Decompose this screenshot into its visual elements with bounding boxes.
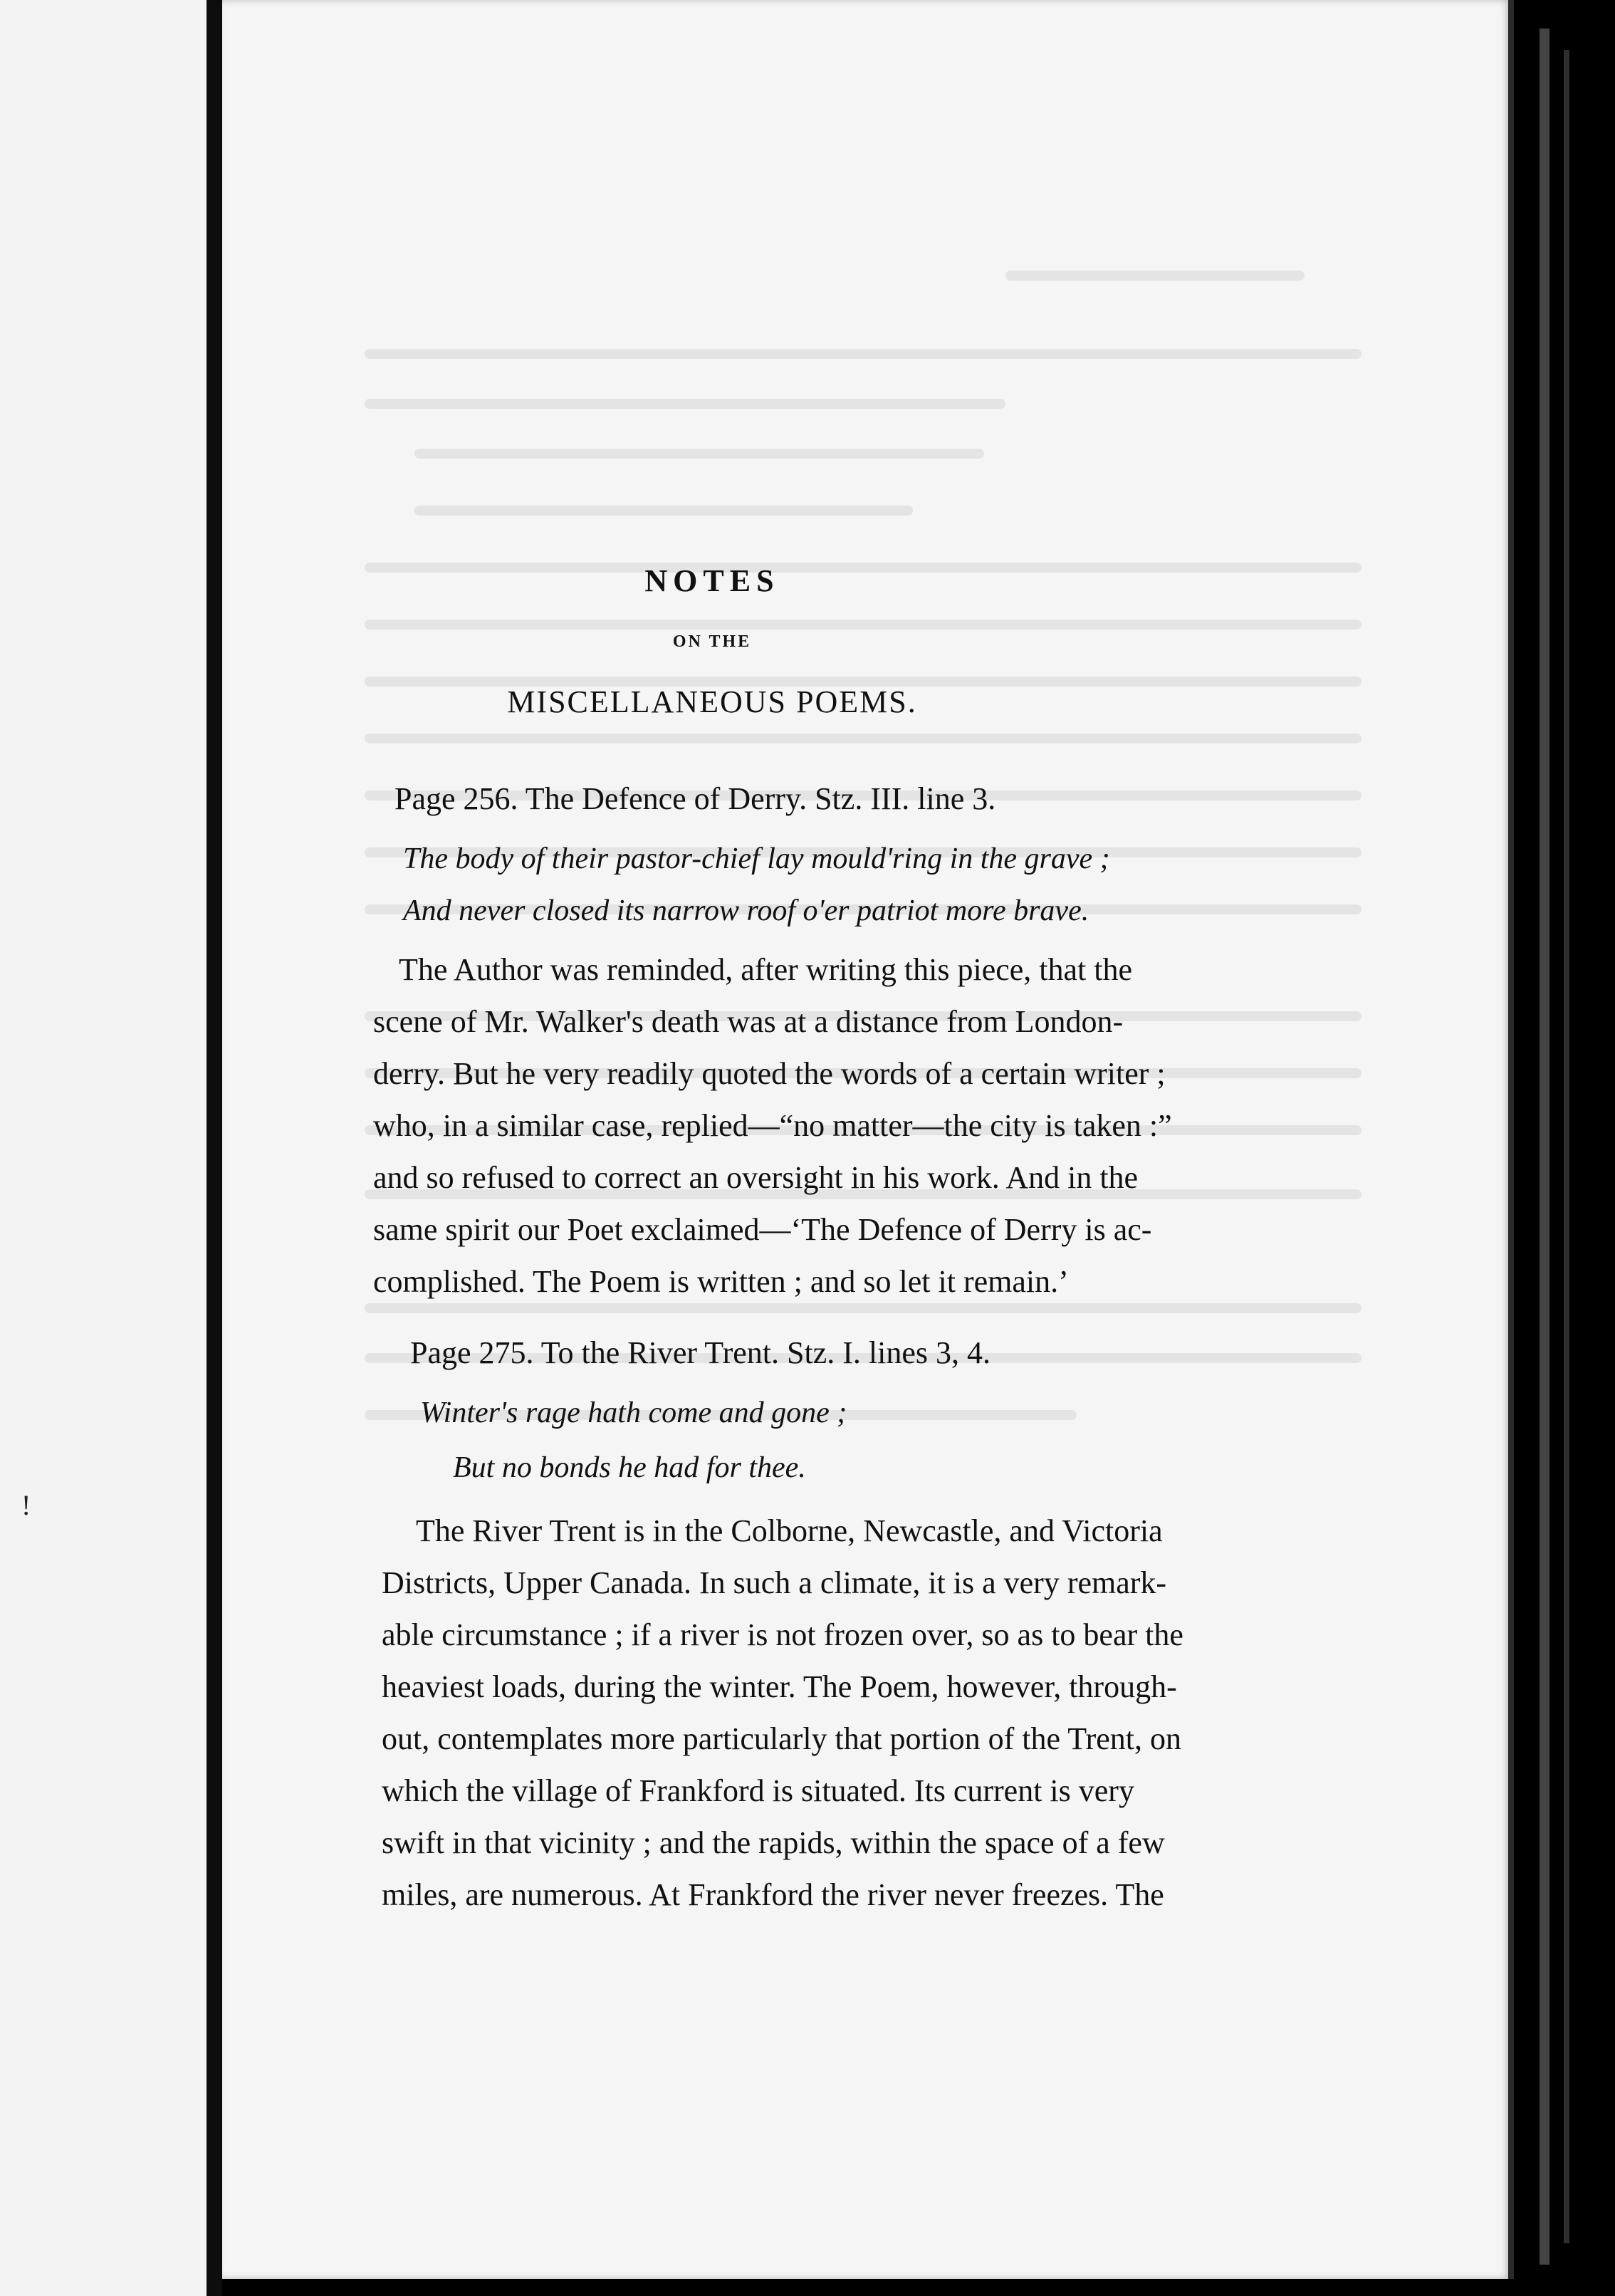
note2-verse-line: But no bonds he had for thee.: [453, 1451, 806, 1484]
note1-body-line: same spirit our Poet exclaimed—‘The Defence of Derry is ac-: [373, 1212, 1152, 1247]
note1-body-line: scene of Mr. Walker's death was at a distance from London-: [373, 1004, 1124, 1039]
heading-on-the: ON THE: [672, 632, 752, 651]
note2-body-line: able circumstance ; if a river is not frozen over, so as to bear the: [382, 1617, 1183, 1652]
note2-verse-line: Winter's rage hath come and gone ;: [420, 1397, 847, 1429]
note1-verse-line: And never closed its narrow roof o'er patriot more brave.: [403, 894, 1089, 927]
note1-body-line: derry. But he very readily quoted the words of a certain writer ;: [373, 1056, 1166, 1091]
note1-verse-line: The body of their pastor-chief lay mould'ring in the grave ;: [403, 842, 1110, 875]
note2-body-line: Districts, Upper Canada. In such a climate, it is a very remark-: [382, 1565, 1167, 1600]
note1-reference: Page 256. The Defence of Derry. Stz. III. line 3.: [394, 781, 996, 816]
note2-body-line: out, contemplates more particularly that portion of the Trent, on: [382, 1721, 1181, 1756]
note2-body-line: swift in that vicinity ; and the rapids, within the space of a few: [382, 1825, 1165, 1860]
heading-title: MISCELLANEOUS POEMS.: [507, 684, 917, 719]
note1-body-line: and so refused to correct an oversight in his work. And in the: [373, 1160, 1139, 1195]
note2-body-line: miles, are numerous. At Frankford the river never freezes. The: [382, 1877, 1164, 1912]
heading-notes: NOTES: [644, 563, 780, 598]
note1-body-line: complished. The Poem is written ; and so let it remain.’: [373, 1264, 1069, 1299]
note2-body-line: which the village of Frankford is situated. Its current is very: [382, 1773, 1134, 1808]
left-page-mark: !: [21, 1489, 31, 1521]
note1-body-line: The Author was reminded, after writing this piece, that the: [399, 952, 1133, 987]
note2-body-line: The River Trent is in the Colborne, Newcastle, and Victoria: [416, 1513, 1163, 1548]
note2-reference: Page 275. To the River Trent. Stz. I. lines 3, 4.: [410, 1335, 991, 1370]
note1-body-line: who, in a similar case, replied—“no matter—the city is taken :”: [373, 1108, 1172, 1143]
note2-body-line: heaviest loads, during the winter. The Poem, however, through-: [382, 1669, 1177, 1704]
